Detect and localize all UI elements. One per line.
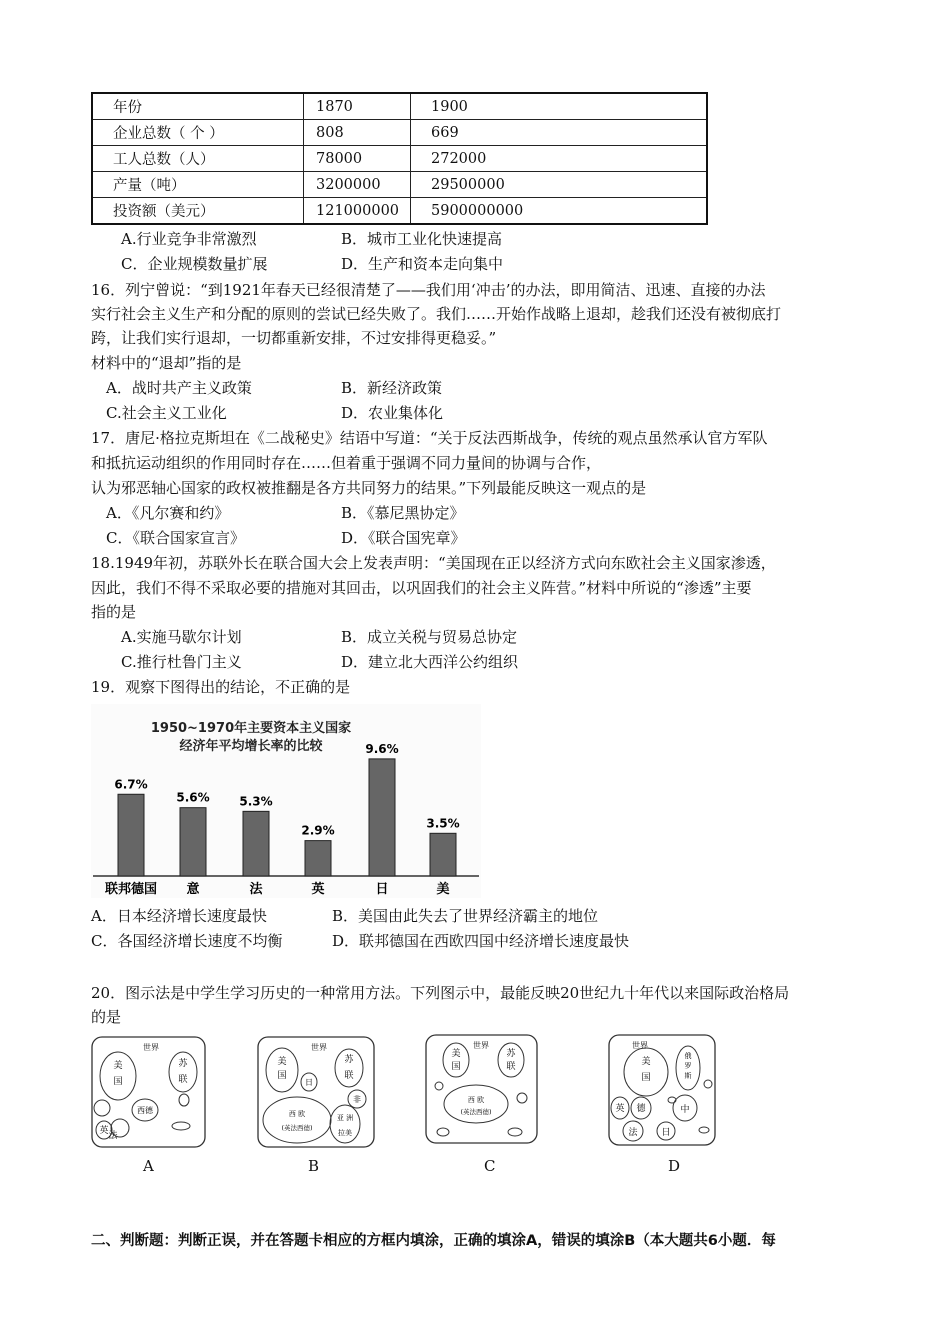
q16-option-a: A．战时共产主义政策 <box>106 379 252 397</box>
diagram-b-su2: 联 <box>344 1071 354 1081</box>
q16-option-b: B．新经济政策 <box>341 379 443 397</box>
diagram-c-eu2: (英法西德) <box>460 1108 492 1116</box>
diagram-b <box>257 1036 375 1148</box>
growth-rate-chart <box>91 704 481 898</box>
category-label: 联邦德国 <box>104 882 158 897</box>
diagram-d-us2: 国 <box>641 1073 651 1083</box>
bar-value-label: 2.9% <box>301 823 335 838</box>
q18-line-1: 18.1949年初，苏联外长在联合国大会上发表声明：“美国现在正以经济方式向东欧社会主义国家渗透， <box>91 554 776 572</box>
q17-option-c: C．《联合国家宣言》 <box>106 529 245 547</box>
section-2-heading: 二、判断题：判断正误，并在答题卡相应的方框内填涂，正确的填涂A，错误的填涂B（本大题共6小题．每 <box>91 1233 776 1249</box>
category-label: 美 <box>436 882 450 897</box>
table-cell: 121000000 <box>304 198 411 225</box>
diagram-c-su: 苏 <box>506 1049 516 1059</box>
diagram-a <box>91 1036 206 1148</box>
diagram-d-cn: 中 <box>680 1105 690 1115</box>
diagram-b-la2: 拉美 <box>338 1129 352 1137</box>
q18-line-3: 指的是 <box>91 603 137 621</box>
diagram-a-us: 美 <box>113 1061 123 1071</box>
table-cell: 投资额（美元） <box>92 198 304 225</box>
diagram-b-la: 亚 洲 <box>336 1114 354 1122</box>
bar-4 <box>369 759 395 876</box>
diagram-c-world: 世界 <box>473 1041 489 1050</box>
q18-option-a: A.实施马歇尔计划 <box>121 628 242 646</box>
diagram-d-jp: 日 <box>661 1128 671 1138</box>
table-cell: 企业总数（ 个 ） <box>92 120 304 146</box>
bar-3 <box>305 841 331 876</box>
chart-title: 1950~1970年主要资本主义国家 <box>150 721 352 736</box>
diagram-d-ru3: 斯 <box>684 1072 692 1080</box>
table-cell: 29500000 <box>411 172 708 198</box>
diagram-d-ru2: 罗 <box>684 1062 692 1070</box>
table-row <box>92 93 707 120</box>
category-label: 英 <box>311 882 325 897</box>
table-row <box>92 198 707 225</box>
bar-value-label: 3.5% <box>426 816 460 831</box>
table-cell: 产量（吨） <box>92 172 304 198</box>
q17-line-1: 17．唐尼·格拉克斯坦在《二战秘史》结语中写道：“关于反法西斯战争，传统的观点虽然承认官方军队 <box>91 429 768 447</box>
q19-option-b: B．美国由此失去了世界经济霸主的地位 <box>332 907 599 925</box>
bar-5 <box>430 833 456 876</box>
table-cell: 669 <box>411 120 708 146</box>
q16-line-3: 跨，让我们实行退却，一切都重新安排，不过安排得更稳妥。” <box>91 329 497 347</box>
q18-option-d: D．建立北大西洋公约组织 <box>341 653 519 671</box>
q19-option-d: D．联邦德国在西欧四国中经济增长速度最快 <box>332 932 630 950</box>
table-cell: 1900 <box>411 93 708 120</box>
category-label: 日 <box>375 882 389 897</box>
diagram-b-eu: 西 欧 <box>288 1110 306 1118</box>
diagram-a-su2: 联 <box>178 1075 188 1085</box>
diagram-b-jp: 日 <box>305 1078 313 1087</box>
diagram-c-eu: 西 欧 <box>467 1096 485 1104</box>
q18-option-c: C.推行杜鲁门主义 <box>121 653 242 671</box>
diagram-b-eu2: (英法西德) <box>281 1124 313 1132</box>
diagram-a-us2: 国 <box>113 1077 123 1087</box>
q16-option-c: C.社会主义工业化 <box>106 404 227 422</box>
diagram-d-world: 世界 <box>632 1041 648 1050</box>
diagram-d-fr: 法 <box>628 1128 638 1138</box>
diagram-b-su: 苏 <box>344 1055 354 1065</box>
table-row <box>92 146 707 172</box>
bar-value-label: 5.3% <box>239 794 273 809</box>
diagram-a-uk: 英 <box>99 1126 109 1136</box>
diagram-d-us: 美 <box>641 1057 651 1067</box>
q16-line-4: 材料中的“退却”指的是 <box>91 354 242 372</box>
data-table <box>91 92 708 225</box>
q17-line-2: 和抵抗运动组织的作用同时存在……但着重于强调不同力量间的协调与合作， <box>91 454 602 472</box>
diagram-b-world: 世界 <box>311 1043 327 1052</box>
diagram-b-us: 美 <box>277 1057 287 1067</box>
diagram-a-de: 西德 <box>137 1106 153 1115</box>
q16-option-d: D．农业集体化 <box>341 404 444 422</box>
bar-value-label: 9.6% <box>365 741 399 756</box>
table-cell: 272000 <box>411 146 708 172</box>
diagram-label-b: B <box>308 1157 320 1175</box>
q17-line-3: 认为邪恶轴心国家的政权被推翻是各方共同努力的结果。”下列最能反映这一观点的是 <box>91 479 647 497</box>
diagram-a-world: 世界 <box>143 1043 159 1052</box>
bar-value-label: 6.7% <box>114 777 148 792</box>
category-label: 法 <box>249 882 263 897</box>
q15-option-c: C．企业规模数量扩展 <box>121 255 268 273</box>
diagram-b-af: 非 <box>353 1095 361 1104</box>
table-cell: 78000 <box>304 146 411 172</box>
diagram-b-us2: 国 <box>277 1071 287 1081</box>
diagram-label-a: A <box>143 1157 154 1175</box>
diagram-label-d: D <box>668 1157 681 1175</box>
table-cell: 年份 <box>92 93 304 120</box>
diagram-d-uk: 英 <box>615 1104 625 1114</box>
q20-line-2: 的是 <box>91 1008 122 1026</box>
q19-option-c: C．各国经济增长速度不均衡 <box>91 932 283 950</box>
diagram-d-de: 德 <box>636 1104 646 1114</box>
diagram-label-c: C <box>484 1157 496 1175</box>
bar-0 <box>118 794 144 876</box>
category-label: 意 <box>186 882 200 897</box>
q15-option-a: A.行业竞争非常激烈 <box>121 230 257 248</box>
chart-subtitle: 经济年平均增长率的比较 <box>179 739 323 754</box>
q19-option-a: A．日本经济增长速度最快 <box>91 907 267 925</box>
q17-option-a: A．《凡尔赛和约》 <box>106 504 230 522</box>
bar-1 <box>180 808 206 876</box>
q16-line-2: 实行社会主义生产和分配的原则的尝试已经失败了。我们……开始作战略上退却，趁我们还没有被彻底打 <box>91 305 782 323</box>
table-cell: 工人总数（人） <box>92 146 304 172</box>
q19-stem: 19．观察下图得出的结论，不正确的是 <box>91 678 351 696</box>
q17-option-b: B．《慕尼黑协定》 <box>341 504 465 522</box>
diagram-a-su: 苏 <box>178 1059 188 1069</box>
diagram-c-us: 美 <box>451 1049 461 1059</box>
diagram-d-ru: 俄 <box>684 1052 692 1060</box>
table-row <box>92 120 707 146</box>
q16-line-1: 16．列宁曾说：“到1921年春天已经很清楚了——我们用‘冲击’的办法，即用简洁、迅速、直接的办法 <box>91 281 766 299</box>
q15-option-d: D．生产和资本走向集中 <box>341 255 504 273</box>
table-row <box>92 172 707 198</box>
bar-2 <box>243 811 269 876</box>
table-cell: 1870 <box>304 93 411 120</box>
bar-value-label: 5.6% <box>176 790 210 805</box>
diagram-d <box>608 1034 716 1146</box>
q17-option-d: D．《联合国宪章》 <box>341 529 466 547</box>
q15-option-b: B．城市工业化快速提高 <box>341 230 503 248</box>
diagram-c <box>425 1034 538 1144</box>
q18-line-2: 因此，我们不得不采取必要的措施对其回击，以巩固我们的社会主义阵营。”材料中所说的“渗透”主要 <box>91 579 752 597</box>
table-cell: 808 <box>304 120 411 146</box>
q18-option-b: B．成立关税与贸易总协定 <box>341 628 518 646</box>
diagram-c-su2: 联 <box>506 1062 516 1072</box>
diagram-a-fr: 法 <box>108 1131 118 1141</box>
table-cell: 3200000 <box>304 172 411 198</box>
q20-line-1: 20．图示法是中学生学习历史的一种常用方法。下列图示中，最能反映20世纪九十年代以来国际政治格局 <box>91 984 790 1002</box>
table-cell: 5900000000 <box>411 198 708 225</box>
diagram-c-us2: 国 <box>451 1062 461 1072</box>
